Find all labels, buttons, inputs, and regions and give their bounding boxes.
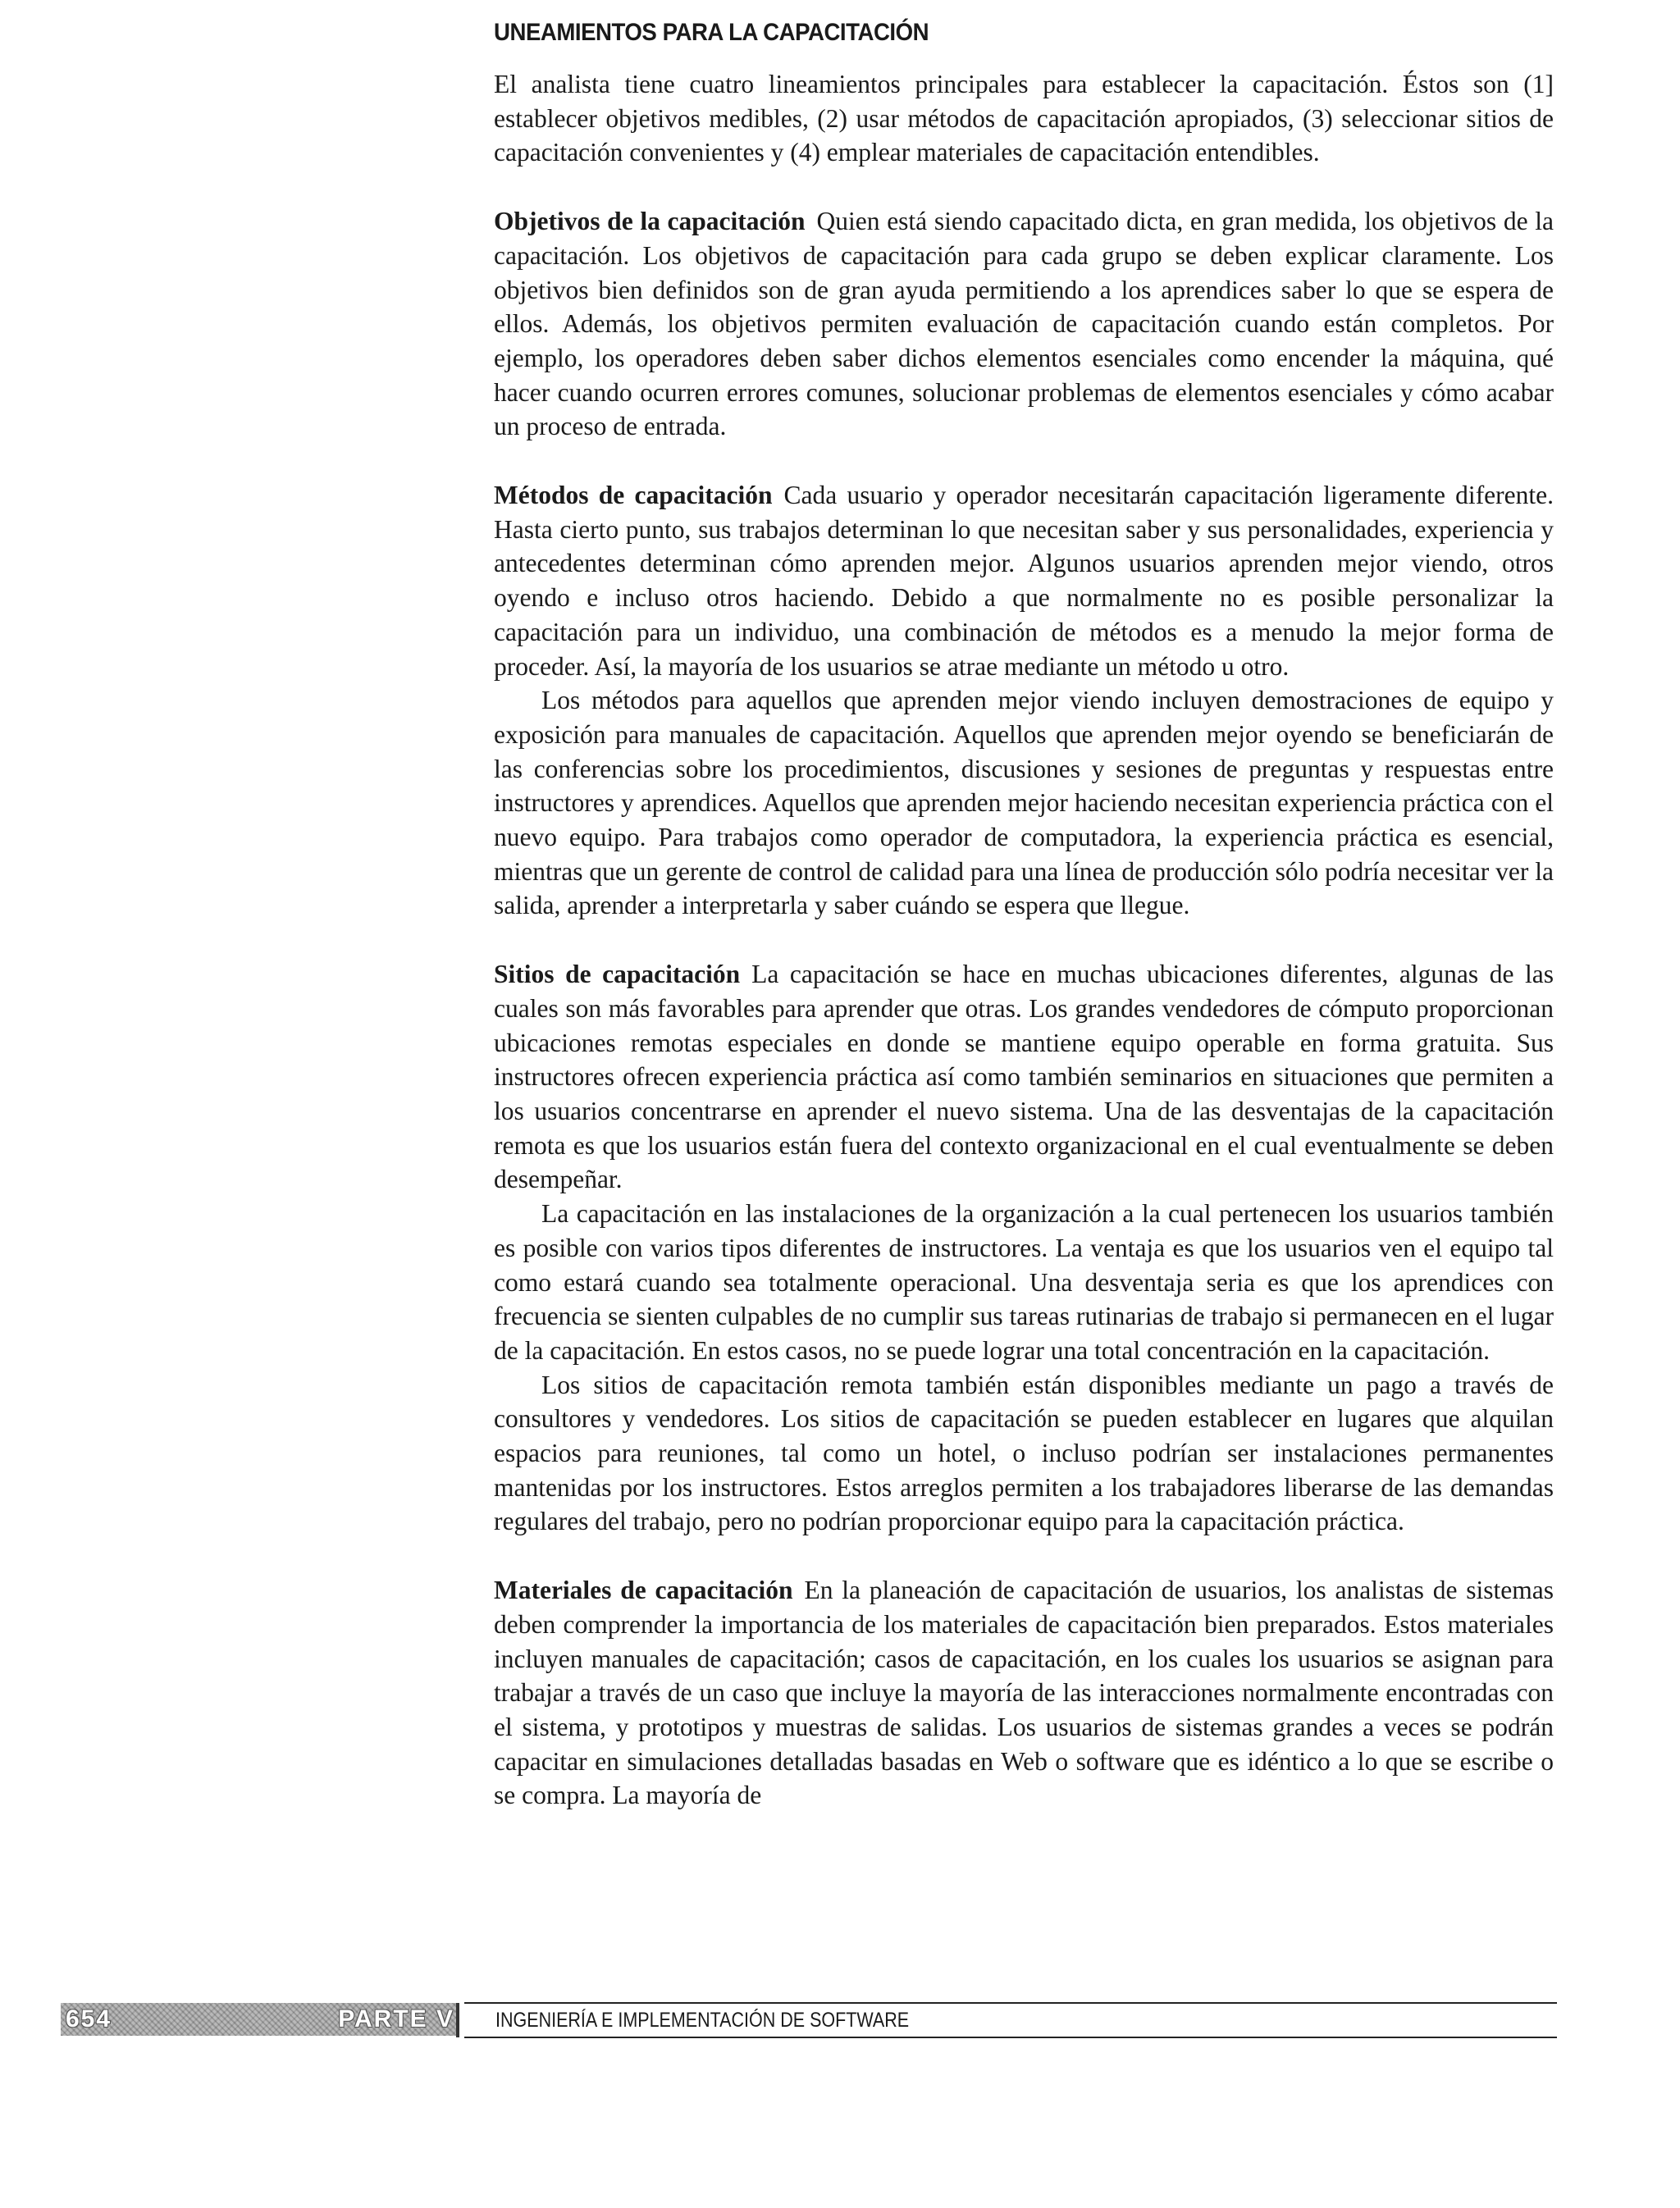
sitios-heading: Sitios de capacitación [494, 960, 741, 989]
objetivos-text: Quien está siendo capacitado dicta, en gran medida, los objetivos de la capacitación. Los objetivos de capacitación para cada grupo se deben explicar claramente. Los objetivos bien definidos son de gran ayuda permitiendo a los aprendices saber lo que se espera de ellos. Además, los objetivos permiten evaluación de capacitación cuando están completos. Por ejemplo, los operadores deben saber dichos elementos esenciales como encender la máquina, qué hacer cuando ocurren errores comunes, solucionar problemas de elementos esenciales y cómo acabar un proceso de entrada. [494, 207, 1554, 441]
page-content [494, 16, 1554, 1813]
footer-divider [456, 2003, 459, 2037]
metodos-text: Cada usuario y operador necesitarán capacitación ligeramente diferente. Hasta cierto punto, sus trabajos determinan lo que necesitan saber y sus personalidades, experiencia y antecedentes determinan cómo aprenden mejor. Algunos usuarios aprenden mejor viendo, otros oyendo e incluso otros haciendo. Debido a que normalmente no es posible personalizar la capacitación para un individuo, una combinación de métodos es a menudo la mejor forma de proceder. Así, la mayoría de los usuarios se atrae mediante un método u otro. [494, 481, 1554, 681]
metodos-paragraph [494, 478, 1554, 683]
part-label: PARTE V [338, 2005, 454, 2032]
sitios-paragraph [494, 957, 1554, 1197]
objetivos-paragraph [494, 204, 1554, 444]
footer-band [61, 2003, 459, 2036]
materiales-text: En la planeación de capacitación de usuarios, los analistas de sistemas deben comprender la importancia de los materiales de capacitación bien preparados. Estos materiales incluyen manuales de capacitación; casos de capacitación, en los cuales los usuarios se asignan para trabajar a través de un caso que incluye la mayoría de las interacciones normalmente encontradas con el sistema, y prototipos y muestras de salidas. Los usuarios de sistemas grandes a veces se podrán capacitar en simulaciones detalladas basadas en Web o software que es idéntico a lo que se escribe o se compra. La mayoría de [494, 1576, 1554, 1810]
page-number: 654 [66, 2005, 112, 2032]
sitios-paragraph-3: Los sitios de capacitación remota también están disponibles mediante un pago a través de consultores y vendedores. Los sitios de capacitación se pueden establecer en lugares que alquilan espacios para reuniones, tal como un hotel, o incluso podrían ser instalaciones permanentes mantenidas por los instructores. Estos arreglos permiten a los trabajadores liberarse de las demandas regulares del trabajo, pero no podrían proporcionar equipo para la capacitación práctica. [494, 1370, 1554, 1536]
objetivos-heading: Objetivos de la capacitación [494, 207, 806, 236]
sitios-text: La capacitación se hace en muchas ubicaciones diferentes, algunas de las cuales son más favorables para aprender que otras. Los grandes vendedores de cómputo proporcionan ubicaciones remotas especiales en donde se mantiene equipo operable en forma gratuita. Sus instructores ofrecen experiencia práctica así como también seminarios en situaciones que permiten a los usuarios concentrarse en aprender el nuevo sistema. Una de las desventajas de la capacitación remota es que los usuarios están fuera del contexto organizacional en el cual eventualmente se deben desempeñar. [494, 960, 1554, 1194]
footer-rule-bottom [464, 2037, 1557, 2038]
section-title: UNEAMIENTOS PARA LA CAPACITACIÓN [494, 19, 929, 46]
footer-rule-top [464, 2002, 1557, 2004]
materiales-paragraph [494, 1573, 1554, 1813]
materiales-heading: Materiales de capacitación [494, 1576, 793, 1605]
metodos-paragraph-2: Los métodos para aquellos que aprenden mejor viendo incluyen demostraciones de equipo y exposición para manuales de capacitación. Aquellos que aprenden mejor oyendo se beneficiarán de las conferencias sobre los procedimientos, discusiones y sesiones de preguntas y respuestas entre instructores y aprendices. Aquellos que aprenden mejor haciendo necesitan experiencia práctica con el nuevo equipo. Para trabajos como operador de computadora, la experiencia práctica es esencial, mientras que un gerente de control de calidad para una línea de producción sólo podría necesitar ver la salida, aprender a interpretarla y saber cuándo se espera que llegue. [494, 686, 1554, 920]
running-title: INGENIERÍA E IMPLEMENTACIÓN DE SOFTWARE [495, 2009, 910, 2032]
metodos-heading: Métodos de capacitación [494, 481, 773, 510]
intro-paragraph: El analista tiene cuatro lineamientos principales para establecer la capacitación. Éstos son (1] establecer objetivos medibles, (2) usar métodos de capacitación apropiados, (3) seleccionar sitios de capacitación convenientes y (4) emplear materiales de capacitación entendibles. [494, 70, 1554, 167]
sitios-paragraph-2: La capacitación en las instalaciones de la organización a la cual pertenecen los usuarios también es posible con varios tipos diferentes de instructores. La ventaja es que los usuarios ven el equipo tal como estará cuando sea totalmente operacional. Una desventaja seria es que los aprendices con frecuencia se sienten culpables de no cumplir sus tareas rutinarias de trabajo si permanecen en el lugar de la capacitación. En estos casos, no se puede lograr una total concentración en la capacitación. [494, 1199, 1554, 1365]
